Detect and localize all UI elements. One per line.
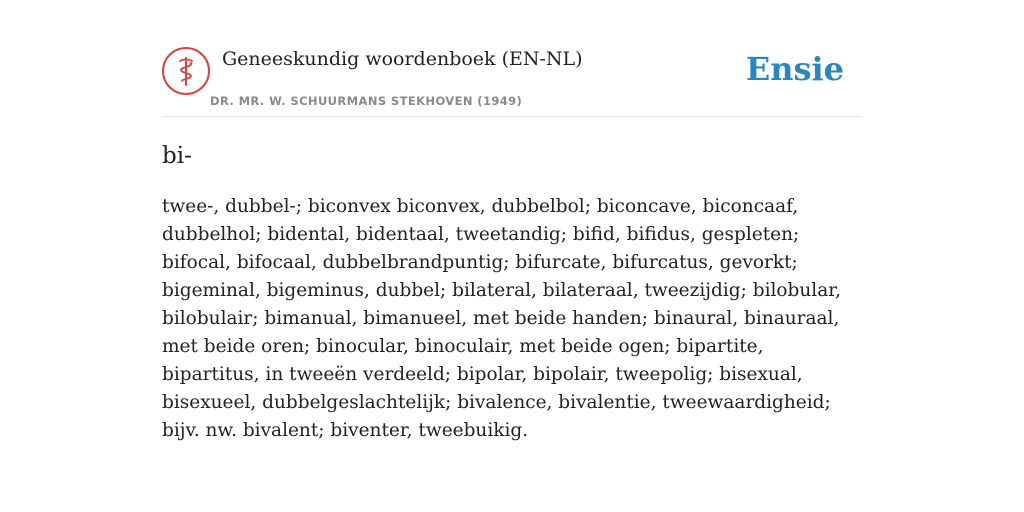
entry-card [162,40,862,445]
brand-logo-link[interactable]: Ensie [745,50,844,88]
headword: bi- [162,143,192,169]
caduceus-icon [162,47,210,95]
dictionary-title: Geneeskundig woordenboek (EN-NL) [222,48,583,70]
definition-text: twee-, dubbel-; biconvex biconvex, dubbelbol; biconcave, biconcaaf, dubbelhol; bidental, bidentaal, tweetandig; bifid, bifidus, gespleten; bifocal, bifocaal, dubbelbrandpuntig; bifurcate, bifurcatus, gevorkt; bigeminal, bigeminus, dubbel; bilateral, bilateraal, tweezijdig; bilobular, bilobulair; bimanual, bimanueel, met beide handen; binaural, binauraal, met beide oren; binocular, binoculair, met beide ogen; bipartite, bipartitus, in tweeën verdeeld; bipolar, bipolair, tweepolig; bisexual, bisexueel, dubbelgeslachtelijk; bivalence, bivalentie, tweewaardigheid; bijv. nw. bivalent; biventer, tweebuikig. [162,196,841,441]
dictionary-author: DR. MR. W. SCHUURMANS STEKHOVEN (1949) [210,94,523,108]
dictionary-header [162,40,862,117]
